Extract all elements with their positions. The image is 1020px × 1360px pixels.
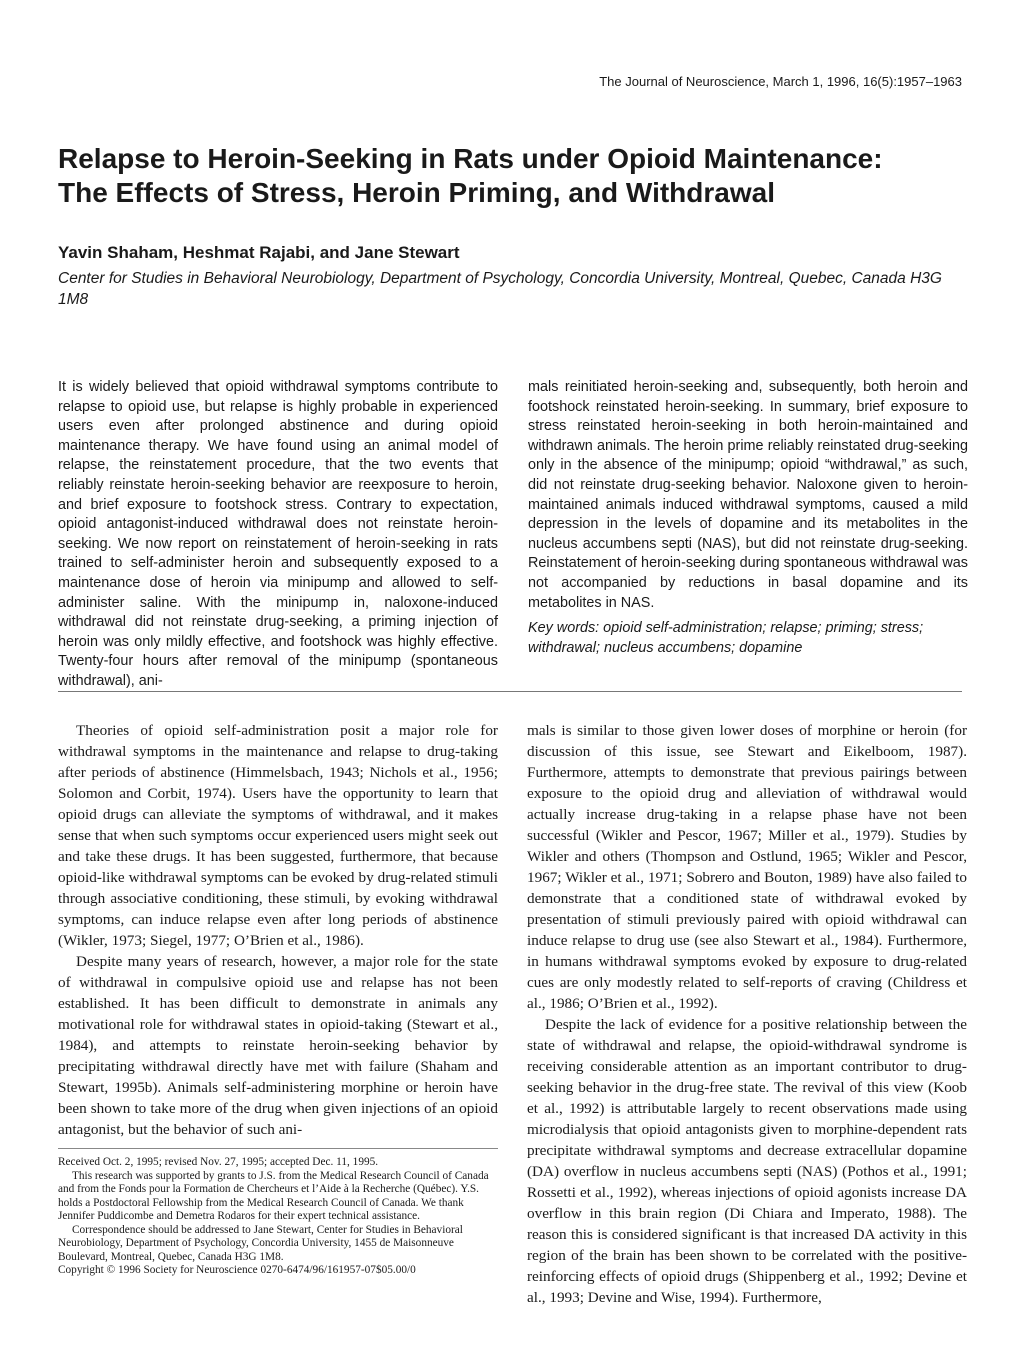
body-paragraph: mals is similar to those given lower doses of morphine or heroin (for discussion of this issue, see Stewart and Eikelboom, 1987). Furthermore, attempts to demonstrate that previous pairings between exposure to the opioid drug and alleviation of withdrawal would actually increase drug-taking in a relapse phase have not been successful (Wikler and Pescor, 1967; Miller et al., 1979). Studies by Wikler and others (Thompson and Ostlund, 1965; Wikler and Pescor, 1967; Wikler et al., 1971; Sobrero and Bouton, 1989) have also failed to demonstrate that a conditioned state of withdrawal evoked by presentation of stimuli previously paired with opioid withdrawal can induce relapse to drug use (see also Stewart et al., 1984). Furthermore, in humans withdrawal symptoms evoked by exposure to drug-related cues are only modestly related to self-reports of craving (Childress et al., 1986; O’Brien et al., 1992). — [527, 722, 967, 1012]
journal-header: The Journal of Neuroscience, March 1, 1996, 16(5):1957–1963 — [599, 74, 962, 89]
paper-title — [58, 142, 968, 210]
section-divider — [58, 691, 962, 692]
footnote-correspondence: Correspondence should be addressed to Jane Stewart, Center for Studies in Behavioral Neurobiology, Department of Psychology, Concordia University, 1455 de Maisonneuve Boulevard, Montreal, Quebec, Canada H3G 1M8. — [58, 1223, 463, 1263]
authors: Yavin Shaham, Heshmat Rajabi, and Jane Stewart — [58, 243, 460, 262]
footnote-received: Received Oct. 2, 1995; revised Nov. 27, 1995; accepted Dec. 11, 1995. — [58, 1156, 379, 1168]
abstract-left-column — [58, 378, 498, 692]
abstract-text-right: mals reinitiated heroin-seeking and, subsequently, both heroin and footshock reinstated heroin-seeking. In summary, brief exposure to stress reinstated heroin-seeking in both heroin-maintained and withdrawn animals. The heroin prime reliably reinstated drug-seeking only in the absence of the minipump; opioid “withdrawal,” as such, did not reinstate drug-seeking behavior. Naloxone given to heroin-maintained animals induced withdrawal symptoms, caused a mild depression in the levels of dopamine and its metabolites in the nucleus accumbens septi (NAS), but did not reinstate drug-seeking. Reinstatement of heroin-seeking during spontaneous withdrawal was not accompanied by reductions in basal dopamine and its metabolites in NAS. — [528, 379, 968, 611]
footnote-divider — [58, 1148, 498, 1149]
title-line-1: Relapse to Heroin-Seeking in Rats under Opioid Maintenance: — [58, 143, 883, 174]
body-paragraph: Despite the lack of evidence for a positive relationship between the state of withdrawal and relapse, the opioid-withdrawal syndrome is receiving considerable attention as an important contributor to drug-seeking behavior in the drug-free state. The revival of this view (Koob et al., 1992) is attributable largely to recent observations made using microdialysis that opioid antagonists given to morphine-dependent rats precipitate withdrawal symptoms and decrease extracellular dopamine (DA) overflow in nucleus accumbens septi (NAS) (Pothos et al., 1991; Rossetti et al., 1992), whereas injections of opioid agonists increase DA overflow in this brain region (Di Chiara and Imperato, 1988). The reason this is considered significant is that increased DA activity in this region of the brain has been shown to be correlated with the positive-reinforcing effects of opioid drugs (Shippenberg et al., 1992; Devine et al., 1993; Devine and Wise, 1994). Furthermore, — [527, 1016, 967, 1306]
footnote-copyright: Copyright © 1996 Society for Neuroscience 0270-6474/96/161957-07$05.00/0 — [58, 1264, 416, 1276]
title-line-2: The Effects of Stress, Heroin Priming, and Withdrawal — [58, 177, 775, 208]
footnotes — [58, 1156, 498, 1278]
body-paragraph: Despite many years of research, however, a major role for the state of withdrawal in compulsive opioid use and relapse has not been established. It has been difficult to demonstrate in animals any motivational role for withdrawal states in opioid-taking (Stewart et al., 1984), and attempts to reinstate heroin-seeking behavior by precipitating withdrawal directly have met with failure (Shaham and Stewart, 1995b). Animals self-administering morphine or heroin have been shown to take more of the drug when given injections of an opioid antagonist, but the behavior of such ani- — [58, 953, 498, 1138]
abstract-right-column — [528, 378, 968, 658]
affiliation: Center for Studies in Behavioral Neurobiology, Department of Psychology, Concordia University, Montreal, Quebec, Canada H3G 1M8 — [58, 270, 942, 308]
body-right-column — [527, 720, 967, 1308]
body-left-column — [58, 720, 498, 1140]
keywords: Key words: opioid self-administration; relapse; priming; stress; withdrawal; nucleus accumbens; dopamine — [528, 620, 924, 656]
abstract-text-left: It is widely believed that opioid withdrawal symptoms contribute to relapse to opioid use, but relapse is highly probable in experienced users even after prolonged abstinence and during opioid maintenance therapy. We have found using an animal model of relapse, the reinstatement procedure, that the two events that reliably reinstate heroin-seeking behavior are reexposure to heroin, and brief exposure to footshock stress. Contrary to expectation, opioid antagonist-induced withdrawal does not reinstate heroin-seeking. We now report on reinstatement of heroin-seeking in rats trained to self-administer heroin and subsequently exposed to a maintenance dose of heroin via minipump and allowed to self-administer saline. With the minipump in, naloxone-induced withdrawal did not reinstate drug-seeking, a priming injection of heroin was only mildly effective, and footshock was highly effective. Twenty-four hours after removal of the minipump (spontaneous withdrawal), ani- — [58, 379, 498, 689]
body-paragraph: Theories of opioid self-administration posit a major role for withdrawal symptoms in the maintenance and relapse to drug-taking after periods of abstinence (Himmelsbach, 1943; Nichols et al., 1956; Solomon and Corbit, 1974). Users have the opportunity to learn that opioid drugs can alleviate the symptoms of withdrawal, and it makes sense that when such symptoms occur experienced users might seek out and take these drugs. It has been suggested, furthermore, that because opioid-like withdrawal symptoms can be evoked by drug-related stimuli through associative conditioning, these stimuli, by evoking withdrawal symptoms, can induce relapse even after long periods of abstinence (Wikler, 1973; Siegel, 1977; O’Brien et al., 1986). — [58, 722, 498, 949]
footnote-support: This research was supported by grants to J.S. from the Medical Research Council of Canada and from the Fonds pour la Formation de Chercheurs et l’Aide à la Recherche (Québec). Y.S. holds a Postdoctoral Fellowship from the Medical Research Council of Canada. We thank Jennifer Puddicombe and Demetra Rodaros for their expert technical assistance. — [58, 1169, 489, 1222]
